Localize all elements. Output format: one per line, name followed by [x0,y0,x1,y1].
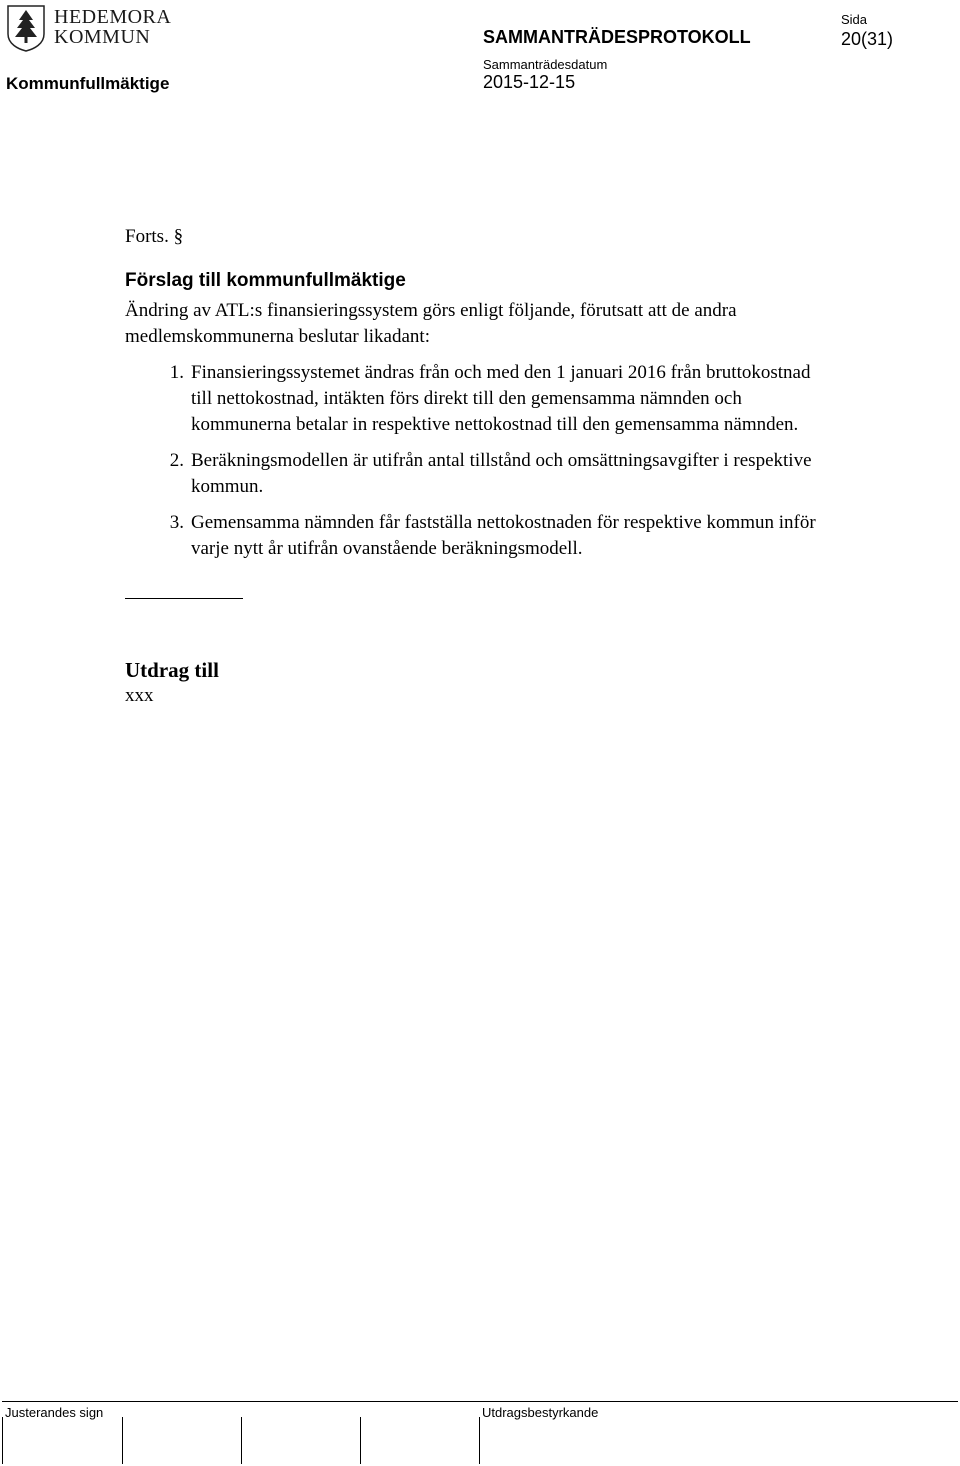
section-heading: Förslag till kommunfullmäktige [125,270,406,291]
signature-footer [2,1401,958,1464]
signature-cell-divider [2,1417,3,1464]
list-item-number: 3. [169,512,184,533]
meeting-date: 2015-12-15 [483,72,576,92]
signature-cell-divider [241,1417,242,1464]
excerpt-heading: Utdrag till [125,658,219,682]
document-body [125,224,825,709]
document-type: SAMMANTRÄDESPROTOKOLL [483,27,751,47]
list-item [125,510,825,562]
proposal-list [125,360,825,562]
list-item-text: Beräkningsmodellen är utifrån antal tillstånd och omsättningsavgifter i respektive kommun. [191,450,812,497]
intro-paragraph: Ändring av ATL:s finansieringssystem görs enligt följande, förutsatt att de andra medlemskommunerna beslutar likadant: [125,300,737,347]
signature-cell-divider [479,1417,480,1464]
section-divider [125,598,243,599]
organization-name-line1: HEDEMORA [54,6,172,28]
list-item [125,360,825,438]
list-item [125,448,825,500]
signature-cell-divider [360,1417,361,1464]
list-item-text: Finansieringssystemet ändras från och med den 1 januari 2016 från bruttokostnad till nettokostnad, intäkten förs direkt till den gemensamma nämnden och kommunerna betalar in respektive nettokostnad till den gemensamma nämnden. [191,362,811,435]
meeting-date-label: Sammanträdesdatum [483,57,608,72]
organization-name-line2: KOMMUN [54,26,151,48]
excerpt-certification-label: Utdragsbestyrkande [482,1405,599,1420]
organization-name [54,7,171,47]
page-label: Sida [841,12,868,27]
excerpt-recipient: xxx [125,685,154,706]
list-item-text: Gemensamma nämnden får fastställa nettokostnaden för respektive kommun inför varje nytt år utifrån ovanstående beräkningsmodell. [191,512,816,559]
continuation-marker: Forts. § [125,226,184,247]
list-item-number: 2. [169,450,184,471]
signature-cell-divider [122,1417,123,1464]
list-item-number: 1. [169,362,184,383]
page-number: 20(31) [841,29,894,49]
municipality-logo-icon [6,4,46,52]
body-name: Kommunfullmäktige [6,74,170,93]
adjuster-signature-label: Justerandes sign [5,1405,104,1420]
